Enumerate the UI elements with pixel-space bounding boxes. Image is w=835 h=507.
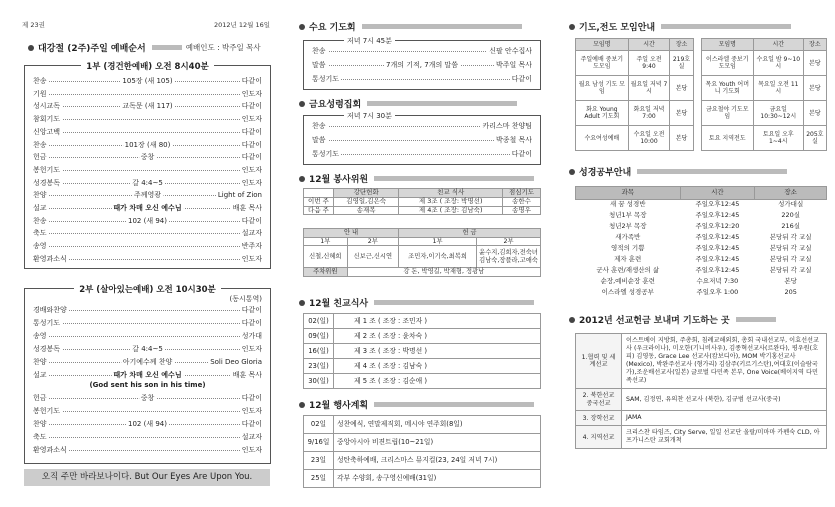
service2-title: 2부 (살아있는예배) 오전 10시30분 bbox=[74, 285, 221, 295]
order-item: 환영과소식 bbox=[33, 254, 67, 263]
study-cell: 영적의 기쁨 bbox=[611, 243, 645, 252]
dotted-leader bbox=[33, 132, 262, 133]
order-row bbox=[312, 74, 532, 85]
event-description: 각부 수양회, 송구영신예배(31일) bbox=[334, 470, 541, 488]
event-description: 성찬예식, 연말제직회, 메시야 연주회(8일) bbox=[334, 416, 541, 434]
table-row bbox=[304, 452, 541, 470]
order-item: 찬송 bbox=[33, 216, 47, 225]
fellowship-group: 제 1 조 ( 조장 : 조민자 ) bbox=[334, 314, 541, 329]
table-row bbox=[576, 199, 827, 210]
order-detail: 102 (새 94) bbox=[128, 420, 167, 428]
order-row bbox=[33, 89, 262, 100]
page-header bbox=[22, 20, 270, 29]
order-item: 기원 bbox=[33, 89, 47, 98]
meetings-cell: 주일 오전 9:40 bbox=[628, 51, 670, 76]
table-row bbox=[576, 39, 827, 51]
order-person: 다같이 bbox=[241, 306, 262, 314]
order-person: 인도자 bbox=[241, 407, 262, 415]
table-row bbox=[576, 334, 827, 389]
service2-box bbox=[24, 285, 271, 464]
study-cell: 새가족반 bbox=[615, 232, 641, 241]
mission-category: 3. 장학선교 bbox=[576, 411, 622, 426]
order-row bbox=[33, 344, 262, 355]
bullet-dot-icon bbox=[299, 402, 305, 408]
meetings-cell: 수요일 밤 9~10시 bbox=[753, 51, 803, 76]
meetings-header: 모임명 bbox=[701, 39, 753, 51]
meetings-cell: 목요 Youth 어머니 기도회 bbox=[701, 76, 753, 101]
order-row bbox=[33, 305, 262, 316]
order-item: 찬송 bbox=[33, 140, 47, 149]
meetings-cell: 수요일 오전 10:00 bbox=[628, 126, 670, 151]
order-detail: 갈 4:4~5 bbox=[132, 345, 163, 353]
order-item: 헌금 bbox=[33, 153, 47, 162]
meetings-cell: 월요 남성 기도 모임 bbox=[576, 76, 629, 101]
order-row bbox=[33, 165, 262, 176]
order-person: 다같이 bbox=[241, 319, 262, 327]
mission-category: 2. 북한선교 중국선교 bbox=[576, 389, 622, 411]
study-cell: 주일오후12:45 bbox=[695, 254, 740, 263]
meetings-cell: 이스라엘 중보기도모임 bbox=[701, 51, 753, 76]
order-person: 설교자 bbox=[241, 433, 262, 441]
meetings-cell: 205호실 bbox=[803, 126, 826, 151]
event-description: 성탄축하예배, 크리스마스 뮤지컬(23, 24일 저녁 7시) bbox=[334, 452, 541, 470]
fellowship-date: 09(일) bbox=[304, 329, 334, 344]
order-person: 다같이 bbox=[241, 394, 262, 402]
study-cell: 205 bbox=[784, 287, 797, 296]
order-row bbox=[33, 432, 262, 443]
order-item: 설교 bbox=[33, 371, 47, 379]
table-row bbox=[576, 287, 827, 298]
divider-bar bbox=[736, 317, 776, 322]
order-person: 인도자 bbox=[241, 446, 262, 454]
divider-bar bbox=[374, 176, 534, 181]
wednesday-time: 저녁 7시 45분 bbox=[344, 36, 395, 46]
table-row bbox=[304, 374, 541, 389]
fellowship-title: 12월 친교식사 bbox=[299, 296, 534, 309]
study-cell: 순장,예비순장 훈련 bbox=[600, 276, 655, 285]
order-row bbox=[33, 127, 262, 138]
study-cell: 본당뒤 각 교실 bbox=[769, 243, 812, 252]
order-detail: 때가 차매 오신 예수님 bbox=[113, 204, 182, 212]
meetings-cell: 목요일 오전 11시 bbox=[753, 76, 803, 101]
meetings-cell: 주일예배 중보기도모임 bbox=[576, 51, 629, 76]
table-row bbox=[304, 359, 541, 374]
fellowship-group: 제 4 조 ( 조장 : 김남숙 ) bbox=[334, 359, 541, 374]
service1-title: 1부 (경건한예배) 오전 8시40분 bbox=[81, 62, 213, 72]
order-row bbox=[33, 101, 262, 112]
order-person: 다같이 bbox=[241, 102, 262, 111]
order-person: 배훈 목사 bbox=[232, 371, 262, 379]
order-person: Light of Zion bbox=[217, 191, 262, 200]
table-row bbox=[304, 470, 541, 488]
order-row bbox=[312, 46, 532, 57]
dotted-leader bbox=[33, 336, 262, 337]
order-detail: 7개의 기적, 7개의 말씀 bbox=[386, 61, 458, 69]
order-row bbox=[33, 76, 262, 87]
study-cell: 주일오후12:45 bbox=[695, 210, 740, 219]
footer-banner: 오직 주만 바라보나이다. But Our Eyes Are Upon You. bbox=[24, 469, 270, 486]
interpretation-note: (동시통역) bbox=[229, 295, 262, 303]
order-item: 찬양 bbox=[33, 358, 47, 366]
meetings-header: 시간 bbox=[628, 39, 670, 51]
order-item: 설교 bbox=[33, 204, 47, 212]
study-cell: 군사 훈련/재생산의 삶 bbox=[596, 265, 660, 274]
mission-title: 2012년 선교헌금 보내며 기도하는 곳 bbox=[569, 313, 776, 326]
mission-category: 1.협력 및 세계선교 bbox=[576, 334, 622, 389]
bullet-dot-icon bbox=[28, 45, 34, 51]
order-person: 인도자 bbox=[241, 254, 262, 263]
fellowship-date: 02(일) bbox=[304, 314, 334, 329]
service1-box bbox=[24, 62, 271, 269]
table-row bbox=[576, 51, 827, 76]
order-person: 인도자 bbox=[241, 89, 262, 98]
volume-number: 제 23권 bbox=[22, 21, 45, 29]
wednesday-box bbox=[303, 37, 541, 90]
dotted-leader bbox=[33, 437, 262, 438]
meetings-cell: 219호실 bbox=[670, 51, 693, 76]
table-row bbox=[576, 232, 827, 243]
order-row bbox=[33, 406, 262, 417]
table-row bbox=[576, 76, 827, 101]
event-description: 중앙아시아 비젼트립(10~21일) bbox=[334, 434, 541, 452]
study-cell: 제자 훈련 bbox=[614, 254, 642, 263]
order-item: 성경봉독 bbox=[33, 345, 61, 353]
order-row bbox=[312, 149, 532, 160]
fellowship-date: 16(일) bbox=[304, 344, 334, 359]
order-item: 찬양 bbox=[33, 420, 47, 428]
meetings-cell: 본당 bbox=[803, 51, 826, 76]
ushers-table bbox=[303, 228, 541, 277]
table-row bbox=[576, 411, 827, 426]
mission-category: 4. 지역선교 bbox=[576, 426, 622, 449]
order-row bbox=[312, 135, 532, 146]
event-date: 23일 bbox=[304, 452, 334, 470]
table-row bbox=[304, 416, 541, 434]
service-leader: 예배인도 : 박주일 목사 bbox=[185, 43, 261, 52]
order-item: 통성기도 bbox=[33, 319, 61, 327]
order-row-english bbox=[33, 380, 262, 391]
meetings-cell: 화요일 저녁7:00 bbox=[628, 101, 670, 126]
bullet-dot-icon bbox=[299, 24, 305, 30]
mission-targets: 이스트베이 지방회, 주총회, 침례교해외회, 총회 국내선교부, 이효선선교사 (우크라이나), 미오한(기니비사우), 김종혁선교사(르완다), 평우원(호피) 김영동, Grace Lee 선교사(캄보디아), MOM 박기홍선교사 (Mexico), 박완주선교사 (형가리) 김삼주(키르기스탄),여대호(이슬람국가),조운배선교사(일본) 글로벌 다민족 본부, One Voice(베이지역 다민족선교) bbox=[622, 334, 827, 389]
table-row bbox=[576, 276, 827, 287]
order-row bbox=[33, 178, 262, 189]
mission-targets: 크리스찬 타임즈, City Serve, 일일 선교단 올랄/미마마 카펜숙 CLD, 아프가니스탄 교회개척 bbox=[622, 426, 827, 449]
bullet-dot-icon bbox=[569, 317, 575, 323]
study-cell: 청년2부 목장 bbox=[608, 221, 647, 230]
table-row: 1부 2부 1부 2부 bbox=[304, 237, 541, 246]
table-row bbox=[576, 126, 827, 151]
order-item: 헌금 bbox=[33, 394, 47, 402]
order-item: 환영과소식 bbox=[33, 446, 67, 454]
order-item: 봉헌기도 bbox=[33, 407, 61, 415]
order-detail: 102 (새 94) bbox=[128, 216, 167, 225]
table-row bbox=[576, 243, 827, 254]
fellowship-group: 제 3 조 ( 조장 : 박명선 ) bbox=[334, 344, 541, 359]
order-detail: 때가 차매 오신 예수님 bbox=[113, 371, 182, 379]
order-item: 송영 bbox=[33, 332, 47, 340]
order-detail: 105장 (새 105) bbox=[122, 77, 173, 85]
order-row bbox=[33, 203, 262, 214]
event-date: 25일 bbox=[304, 470, 334, 488]
order-item: 성경봉독 bbox=[33, 178, 61, 187]
dotted-leader bbox=[33, 323, 262, 324]
study-cell: 본당뒤 각 교실 bbox=[769, 232, 812, 241]
meetings-cell: 본당 bbox=[803, 101, 826, 126]
fellowship-group: 제 5 조 ( 조장 : 김순애 ) bbox=[334, 374, 541, 389]
event-date: 02일 bbox=[304, 416, 334, 434]
study-cell: 본당뒤 각 교실 bbox=[769, 254, 812, 263]
servants-table bbox=[303, 188, 541, 215]
meetings-cell: 금요철야 기도모임 bbox=[701, 101, 753, 126]
study-cell: 성가대실 bbox=[778, 200, 804, 209]
order-person: 다같이 bbox=[511, 75, 532, 83]
order-row bbox=[33, 331, 262, 342]
order-person: 다같이 bbox=[241, 216, 262, 225]
order-item: 통성기도 bbox=[312, 75, 340, 83]
divider-bar bbox=[661, 24, 791, 29]
order-row bbox=[33, 393, 262, 404]
table-row bbox=[304, 344, 541, 359]
order-row bbox=[33, 254, 262, 265]
table-row: 이번 주 김영일,김은숙 제 3조 ( 조장: 박명선) 송한수 bbox=[304, 197, 541, 206]
table-row bbox=[576, 254, 827, 265]
order-item: 말씀 bbox=[312, 61, 326, 69]
order-detail: 중창 bbox=[140, 394, 155, 402]
study-cell: 본당 bbox=[784, 276, 797, 285]
order-row bbox=[33, 216, 262, 227]
order-person: 박종철 목사 bbox=[495, 136, 532, 144]
order-item: 찬송 bbox=[312, 47, 326, 55]
study-title: 성경공부안내 bbox=[569, 165, 787, 178]
servants-title: 12월 봉사위원 bbox=[299, 172, 534, 185]
dotted-leader bbox=[33, 94, 262, 95]
table-row: 다음 주 송재복 제 4조 ( 조장: 김남숙) 송명우 bbox=[304, 206, 541, 215]
order-row bbox=[33, 228, 262, 239]
order-person: 인도자 bbox=[241, 178, 262, 187]
order-row bbox=[33, 241, 262, 252]
divider-bar bbox=[367, 101, 517, 106]
table-row bbox=[304, 314, 541, 329]
order-person: 카리스마 찬양팀 bbox=[482, 122, 532, 130]
wednesday-title: 수요 기도회 bbox=[299, 20, 522, 33]
study-header: 과목 bbox=[576, 187, 681, 200]
order-detail: 주께영광 bbox=[133, 191, 162, 200]
order-person: 신팔 안수집사 bbox=[489, 47, 532, 55]
dotted-leader bbox=[33, 119, 262, 120]
fellowship-date: 30(일) bbox=[304, 374, 334, 389]
order-row bbox=[33, 190, 262, 201]
friday-title: 금요성령집회 bbox=[299, 97, 517, 110]
order-row bbox=[33, 318, 262, 329]
order-row bbox=[33, 140, 262, 151]
table-row bbox=[576, 210, 827, 221]
divider-bar bbox=[637, 169, 787, 174]
friday-time: 저녁 7시 30분 bbox=[344, 111, 395, 121]
study-header: 장소 bbox=[755, 187, 827, 200]
order-item: 축도 bbox=[33, 433, 47, 441]
study-cell: 이스라엘 성경공부 bbox=[601, 287, 654, 296]
table-row bbox=[576, 389, 827, 411]
order-person: 배훈 목사 bbox=[232, 204, 262, 212]
order-person: 성가대 bbox=[241, 332, 262, 340]
meetings-cell: 본당 bbox=[670, 76, 693, 101]
divider-bar bbox=[362, 24, 522, 29]
table-row bbox=[304, 329, 541, 344]
study-cell: 220실 bbox=[781, 210, 801, 219]
order-item: 봉헌기도 bbox=[33, 165, 61, 174]
study-cell: 주일오후12:45 bbox=[695, 265, 740, 274]
order-person: Soli Deo Gloria bbox=[210, 358, 262, 366]
meetings-cell: 수요여성예배 bbox=[576, 126, 629, 151]
order-person: 다같이 bbox=[241, 127, 262, 136]
bulletin-column-left bbox=[0, 0, 282, 507]
study-cell: 주일오후12:45 bbox=[695, 200, 740, 209]
meetings-header: 장소 bbox=[670, 39, 693, 51]
dotted-leader bbox=[33, 170, 262, 171]
table-row: 강단헌화 친교 식사 점심기도 bbox=[304, 189, 541, 198]
table-row: 신철,신혜희 신보근,신시연 조민자,이기숙,최복희 윤수지,김희자,전숙녀 김남숙,장플라,고애숙 bbox=[304, 246, 541, 268]
order-person: 반주자 bbox=[241, 242, 262, 251]
order-person: 다같이 bbox=[511, 150, 532, 158]
meetings-cell: 금요일 10:30~12시 bbox=[753, 101, 803, 126]
study-cell: 본당뒤 각 교실 bbox=[769, 265, 812, 274]
meetings-cell: 토요 지역전도 bbox=[701, 126, 753, 151]
bulletin-column-middle bbox=[292, 0, 554, 507]
order-person: 다같이 bbox=[241, 77, 262, 85]
bullet-dot-icon bbox=[299, 101, 305, 107]
study-header: 시간 bbox=[680, 187, 755, 200]
events-title: 12월 행사계획 bbox=[299, 398, 534, 411]
study-table bbox=[575, 186, 827, 298]
order-item: 찬송 bbox=[312, 122, 326, 130]
order-person: 다같이 bbox=[241, 420, 262, 428]
order-detail: 101장 (새 80) bbox=[124, 140, 171, 149]
divider-bar bbox=[374, 300, 534, 305]
meetings-cell: 토요일 오후 1~4시 bbox=[753, 126, 803, 151]
dotted-leader bbox=[33, 233, 262, 234]
dotted-leader bbox=[33, 246, 262, 247]
study-cell: 주일오후 1:00 bbox=[696, 287, 739, 296]
order-item: 말씀 bbox=[312, 136, 326, 144]
fellowship-date: 23(일) bbox=[304, 359, 334, 374]
study-cell: 청년1부 목장 bbox=[608, 210, 647, 219]
order-person: 박주일 목사 bbox=[495, 61, 532, 69]
order-row bbox=[33, 419, 262, 430]
order-item: 성시교독 bbox=[33, 102, 61, 111]
fellowship-table bbox=[303, 313, 541, 389]
mission-targets: SAM, 김정연, 유의찬 선교사 (북한), 김규범 선교사(중국) bbox=[622, 389, 827, 411]
order-row bbox=[33, 114, 262, 125]
bullet-dot-icon bbox=[299, 300, 305, 306]
order-row bbox=[33, 357, 262, 368]
dotted-leader bbox=[312, 154, 532, 155]
divider-bar bbox=[152, 45, 182, 50]
order-detail: 중창 bbox=[140, 153, 155, 162]
meetings-header: 모임명 bbox=[576, 39, 629, 51]
meetings-header: 장소 bbox=[803, 39, 826, 51]
sermon-english-title: (God sent his son in his time) bbox=[89, 381, 206, 389]
order-item: 통성기도 bbox=[312, 150, 340, 158]
mission-targets: JAMA bbox=[622, 411, 827, 426]
order-row bbox=[312, 121, 532, 132]
order-row bbox=[33, 445, 262, 456]
order-item: 찬송 bbox=[33, 77, 47, 85]
order-item: 찬양 bbox=[33, 191, 47, 200]
bullet-dot-icon bbox=[299, 176, 305, 182]
meetings-cell: 본당 bbox=[803, 76, 826, 101]
table-row: 주차위원 강 돈, 박영길, 박재형, 정광남 bbox=[304, 268, 541, 277]
study-cell: 수요저녁 7:30 bbox=[696, 276, 739, 285]
order-person: 인도자 bbox=[241, 345, 262, 353]
table-row bbox=[304, 434, 541, 452]
meetings-header: 시간 bbox=[753, 39, 803, 51]
order-item: 참회기도 bbox=[33, 115, 61, 124]
friday-box bbox=[303, 112, 541, 165]
dotted-leader bbox=[33, 411, 262, 412]
order-person: 다같이 bbox=[241, 140, 262, 149]
bulletin-column-right bbox=[562, 0, 835, 507]
table-row bbox=[576, 187, 827, 200]
study-cell: 주일오후12:45 bbox=[695, 232, 740, 241]
table-row bbox=[576, 426, 827, 449]
order-item: 신앙고백 bbox=[33, 127, 61, 136]
meetings-table bbox=[575, 38, 827, 151]
order-person: 설교자 bbox=[241, 229, 262, 238]
bullet-dot-icon bbox=[569, 24, 575, 30]
order-person: 인도자 bbox=[241, 165, 262, 174]
order-detail: 아기예수께 찬양 bbox=[122, 358, 173, 366]
table-row bbox=[576, 265, 827, 276]
order-person: 다같이 bbox=[241, 153, 262, 162]
order-row bbox=[33, 152, 262, 163]
order-item: 송영 bbox=[33, 242, 47, 251]
study-cell: 216실 bbox=[781, 221, 801, 230]
fellowship-group: 제 2 조 ( 조장 : 윤차숙 ) bbox=[334, 329, 541, 344]
meetings-cell: 월요일 저녁 7시 bbox=[628, 76, 670, 101]
meetings-cell: 본당 bbox=[670, 101, 693, 126]
table-row: 안 내 헌 금 bbox=[304, 229, 541, 238]
meetings-cell: 본당 bbox=[670, 126, 693, 151]
divider-bar bbox=[374, 402, 534, 407]
dotted-leader bbox=[312, 79, 532, 80]
service-order-title: 대강절 (2주)주일 예배순서 예배인도 : 박주일 목사 bbox=[28, 41, 261, 54]
study-cell: 주일오후12:20 bbox=[695, 221, 740, 230]
order-detail: 갈 4:4~5 bbox=[132, 178, 163, 187]
bullet-dot-icon bbox=[569, 169, 575, 175]
table-row bbox=[576, 221, 827, 232]
order-detail: 교독문 (새 117) bbox=[122, 102, 173, 111]
bulletin-date: 2012년 12월 16일 bbox=[213, 21, 270, 29]
event-date: 9/16일 bbox=[304, 434, 334, 452]
study-cell: 새 꿈 성경반 bbox=[609, 200, 646, 209]
order-item: 축도 bbox=[33, 229, 47, 238]
order-row bbox=[312, 60, 532, 71]
events-table bbox=[303, 415, 541, 488]
mission-table bbox=[575, 333, 827, 449]
meetings-title: 기도,전도 모임안내 bbox=[569, 20, 791, 33]
table-row bbox=[576, 101, 827, 126]
meetings-cell: 화요 Young Adult 기도회 bbox=[576, 101, 629, 126]
study-cell: 주일오후12:45 bbox=[695, 243, 740, 252]
order-item: 경배와찬양 bbox=[33, 306, 67, 314]
order-person: 인도자 bbox=[241, 115, 262, 124]
